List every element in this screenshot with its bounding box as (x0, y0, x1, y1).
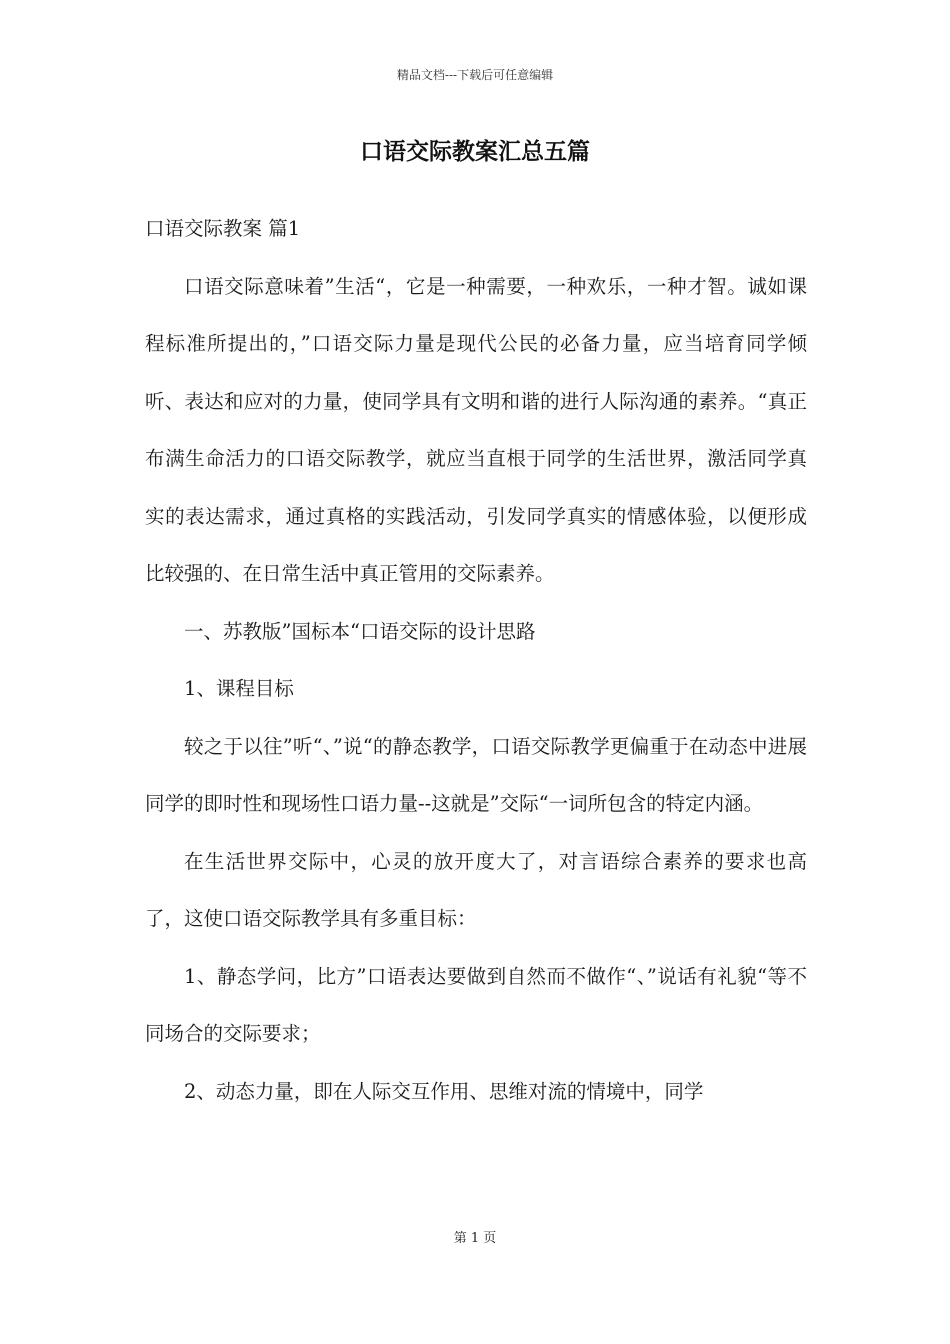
document-body (145, 200, 807, 1120)
page-header: 精品文档---下载后可任意编辑 (396, 68, 554, 82)
paragraph: 较之于以往”听“、”说“的静态教学，口语交际教学更偏重于在动态中进展同学的即时性和现场性口语力量--这就是”交际“一词所包含的特定内涵。 (145, 734, 807, 815)
paragraph: 在生活世界交际中，心灵的放开度大了，对言语综合素养的要求也高了，这使口语交际教学具有多重目标： (145, 849, 807, 930)
paragraph: 口语交际意味着”生活“，它是一种需要，一种欢乐，一种才智。诚如课程标准所提出的，”口语交际力量是现代公民的必备力量，应当培育同学倾听、表达和应对的力量，使同学具有文明和谐的进行人际沟通的素养。“真正布满生命活力的口语交际教学，就应当直根于同学的生活世界，激活同学真实的表达需求，通过真格的实践活动，引发同学真实的情感体验，以便形成比较强的、在日常生活中真正管用的交际素养。 (145, 274, 807, 585)
section-heading: 口语交际教案 篇1 (145, 217, 301, 240)
page-number: 第 1 页 (453, 1231, 497, 1246)
paragraph: 2、动态力量，即在人际交互作用、思维对流的情境中，同学 (184, 1079, 704, 1103)
paragraph: 一、苏教版”国标本“口语交际的设计思路 (184, 619, 536, 643)
document-title: 口语交际教案汇总五篇 (360, 138, 590, 165)
paragraph: 1、静态学问，比方”口语表达要做到自然而不做作“、”说话有礼貌“等不同场合的交际要求； (145, 964, 807, 1045)
paragraph: 1、课程目标 (184, 677, 294, 700)
